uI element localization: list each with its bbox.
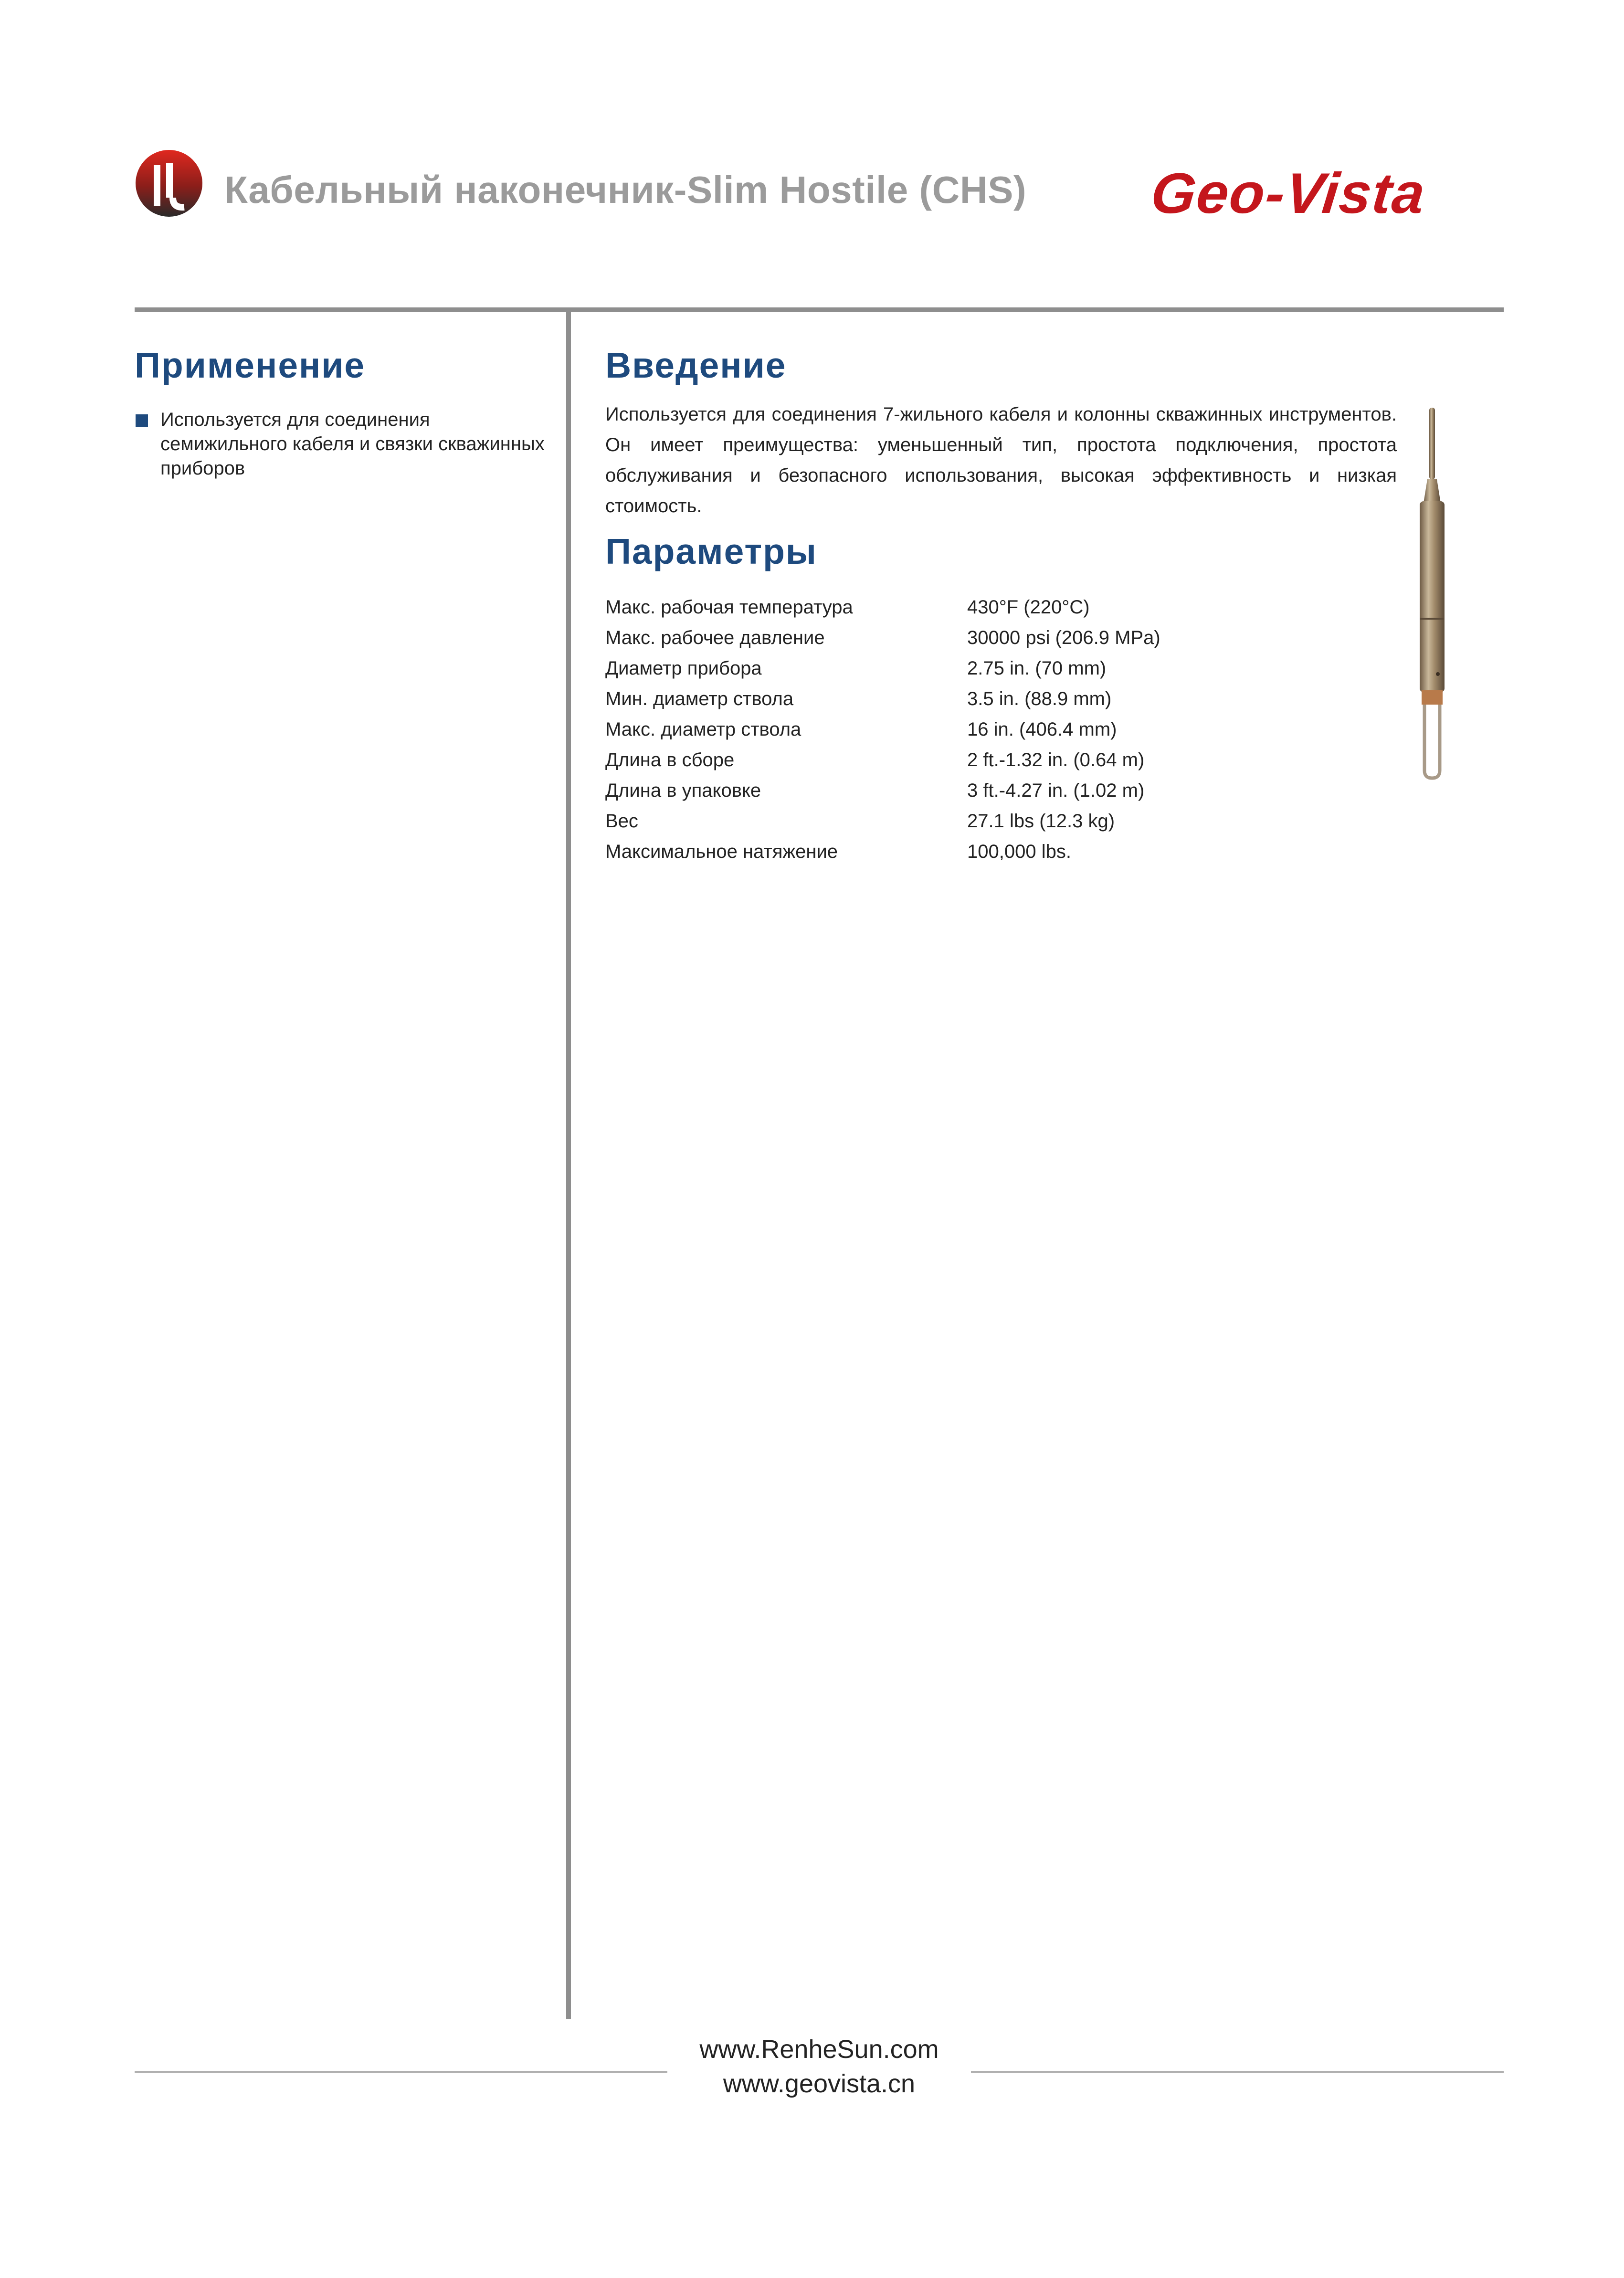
param-label: Длина в сборе xyxy=(605,749,735,770)
param-value: 2.75 in. (70 mm) xyxy=(967,657,1107,679)
param-label: Вес xyxy=(605,810,638,832)
table-row xyxy=(605,653,1160,684)
param-value: 430°F (220°C) xyxy=(967,596,1090,618)
square-bullet-icon xyxy=(136,414,148,427)
table-row xyxy=(605,714,1160,745)
footer-rule-left xyxy=(135,2071,667,2073)
param-value: 3.5 in. (88.9 mm) xyxy=(967,688,1112,709)
table-row xyxy=(605,745,1160,775)
document-title: Кабельный наконечник-Slim Hostile (CHS) xyxy=(224,169,1027,211)
footer-link-renhesun[interactable]: www.RenheSun.com xyxy=(699,2035,939,2064)
param-label: Макс. рабочее давление xyxy=(605,627,825,648)
table-row xyxy=(605,592,1160,622)
company-logo-icon xyxy=(135,149,203,218)
param-label: Мин. диаметр ствола xyxy=(605,688,794,709)
list-item xyxy=(135,408,555,481)
parameters-heading: Параметры xyxy=(605,531,817,571)
table-row xyxy=(605,806,1160,836)
param-value: 2 ft.-1.32 in. (0.64 m) xyxy=(967,749,1145,770)
introduction-text: Используется для соединения 7-жильного кабеля и колонны скважинных инструментов. Он имеет преимущества: уменьшенный тип, простота подключения, простота обслуживания и безопасного использования, высокая эффективность и низкая стоимость. xyxy=(605,404,1397,517)
param-value: 100,000 lbs. xyxy=(967,841,1071,862)
param-label: Макс. диаметр ствола xyxy=(605,718,801,740)
param-label: Макс. рабочая температура xyxy=(605,596,853,618)
table-row xyxy=(605,836,1160,867)
header-divider xyxy=(135,307,1504,312)
parameters-table xyxy=(605,592,1160,867)
param-value: 3 ft.-4.27 in. (1.02 m) xyxy=(967,780,1145,801)
param-label: Диаметр прибора xyxy=(605,657,762,679)
application-list xyxy=(135,408,555,481)
param-value: 27.1 lbs (12.3 kg) xyxy=(967,810,1115,832)
brand-logo: Geo-Vista xyxy=(1148,161,1429,225)
table-row xyxy=(605,684,1160,714)
application-heading: Применение xyxy=(135,345,366,385)
application-item-text: Используется для соединения семижильного кабеля и связки скважинных приборов xyxy=(160,409,545,479)
cable-head-device-image xyxy=(1413,408,1451,780)
footer-link-geovista[interactable]: www.geovista.cn xyxy=(723,2069,916,2098)
column-divider xyxy=(566,312,571,2019)
table-row xyxy=(605,622,1160,653)
param-value: 30000 psi (206.9 MPa) xyxy=(967,627,1160,648)
param-label: Длина в упаковке xyxy=(605,780,761,801)
introduction-heading: Введение xyxy=(605,345,787,385)
table-row xyxy=(605,775,1160,806)
param-value: 16 in. (406.4 mm) xyxy=(967,718,1117,740)
param-label: Максимальное натяжение xyxy=(605,841,838,862)
footer-rule-right xyxy=(971,2071,1504,2073)
